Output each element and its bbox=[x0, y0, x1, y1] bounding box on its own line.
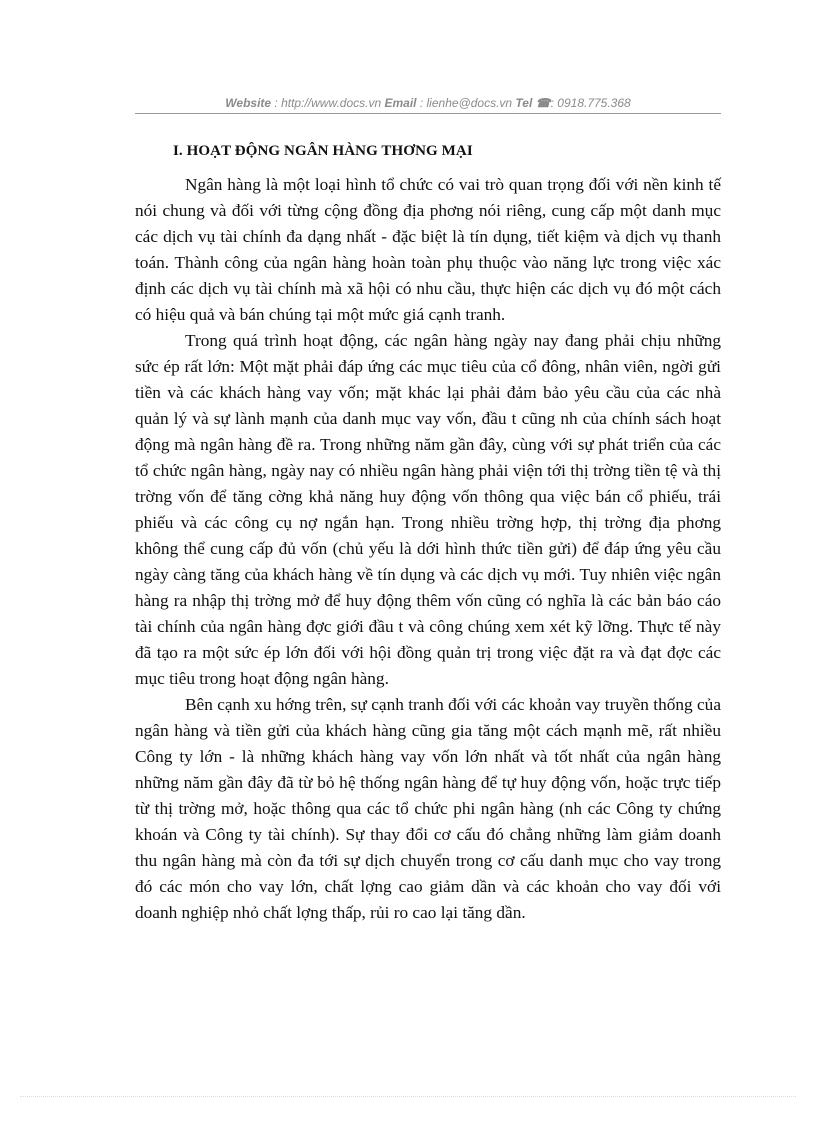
phone-icon: ☎ bbox=[535, 96, 551, 110]
paragraph-3: Bên cạnh xu hớng trên, sự cạnh tranh đối với các khoản vay truyền thống của ngân hàng và tiền gửi của khách hàng cũng gia tăng một cách mạnh mẽ, rất nhiều Công ty lớn - là những khách hàng vay vốn lớn nhất và tốt nhất của ngân hàng những năm gần đây đã từ bỏ hệ thống ngân hàng để tự huy động vốn, hoặc trực tiếp từ thị trờng mở, hoặc thông qua các tổ chức phi ngân hàng (nh các Công ty chứng khoán và Công ty tài chính). Sự thay đổi cơ cấu đó chẳng những làm giảm doanh thu ngân hàng mà còn đa tới sự dịch chuyển trong cơ cấu danh mục cho vay trong đó các món cho vay lớn, chất lợng cao giảm dần và các khoản cho vay đối với doanh nghiệp nhỏ chất lợng thấp, rủi ro cao lại tăng dần. bbox=[135, 695, 721, 922]
page-header bbox=[135, 96, 721, 110]
section-heading: I. HOẠT ĐỘNG NGÂN HÀNG THƠNG MẠI bbox=[173, 143, 473, 159]
paragraph-2: Trong quá trình hoạt động, các ngân hàng ngày nay đang phải chịu những sức ép rất lớn: Một mặt phải đáp ứng các mục tiêu của cổ đông, nhân viên, ngời gửi tiền và các khách hàng vay vốn; mặt khác lại phải đảm bảo yêu cầu của các nhà quản lý và sự lành mạnh của danh mục vay vốn, đầu t cũng nh của chính sách hoạt động mà ngân hàng đề ra. Trong những năm gần đây, cùng với sự phát triển của các tổ chức ngân hàng, ngày nay có nhiều ngân hàng phải viện tới thị trờng tiền tệ và thị trờng vốn để tăng cờng khả năng huy động vốn thông qua việc bán cổ phiếu, trái phiếu và các công cụ nợ ngắn hạn. Trong nhiều trờng hợp, thị trờng địa phơng không thể cung cấp đủ vốn (chủ yếu là dới hình thức tiền gửi) để đáp ứng yêu cầu ngày càng tăng của khách hàng về tín dụng và các dịch vụ mới. Tuy nhiên việc ngân hàng ra nhập thị trờng mở để huy động thêm vốn cũng có nghĩa là các bản báo cáo tài chính của ngân hàng đợc giới đầu t và công chúng xem xét kỹ lỡng. Thực tế này đã tạo ra một sức ép lớn đối với hội đồng quản trị trong việc đặt ra và đạt đợc các mục tiêu trong hoạt động ngân hàng. bbox=[135, 331, 721, 688]
email-value[interactable]: : lienhe@docs.vn bbox=[419, 96, 513, 110]
email-label: Email bbox=[384, 96, 417, 110]
tel-label: Tel bbox=[515, 96, 533, 110]
website-label: Website bbox=[225, 96, 272, 110]
document-body bbox=[135, 143, 721, 926]
footer-divider bbox=[20, 1096, 796, 1097]
header-divider bbox=[135, 113, 721, 114]
tel-value: : 0918.775.368 bbox=[550, 96, 631, 110]
website-value[interactable]: : http://www.docs.vn bbox=[274, 96, 382, 110]
paragraph-1: Ngân hàng là một loại hình tổ chức có vai trò quan trọng đối với nền kinh tế nói chung và đối với từng cộng đồng địa phơng nói riêng, cung cấp một danh mục các dịch vụ tài chính đa dạng nhất - đặc biệt là tín dụng, tiết kiệm và dịch vụ thanh toán. Thành công của ngân hàng hoàn toàn phụ thuộc vào năng lực trong việc xác định các dịch vụ tài chính mà xã hội có nhu cầu, thực hiện các dịch vụ đó một cách có hiệu quả và bán chúng tại một mức giá cạnh tranh. bbox=[135, 175, 721, 324]
